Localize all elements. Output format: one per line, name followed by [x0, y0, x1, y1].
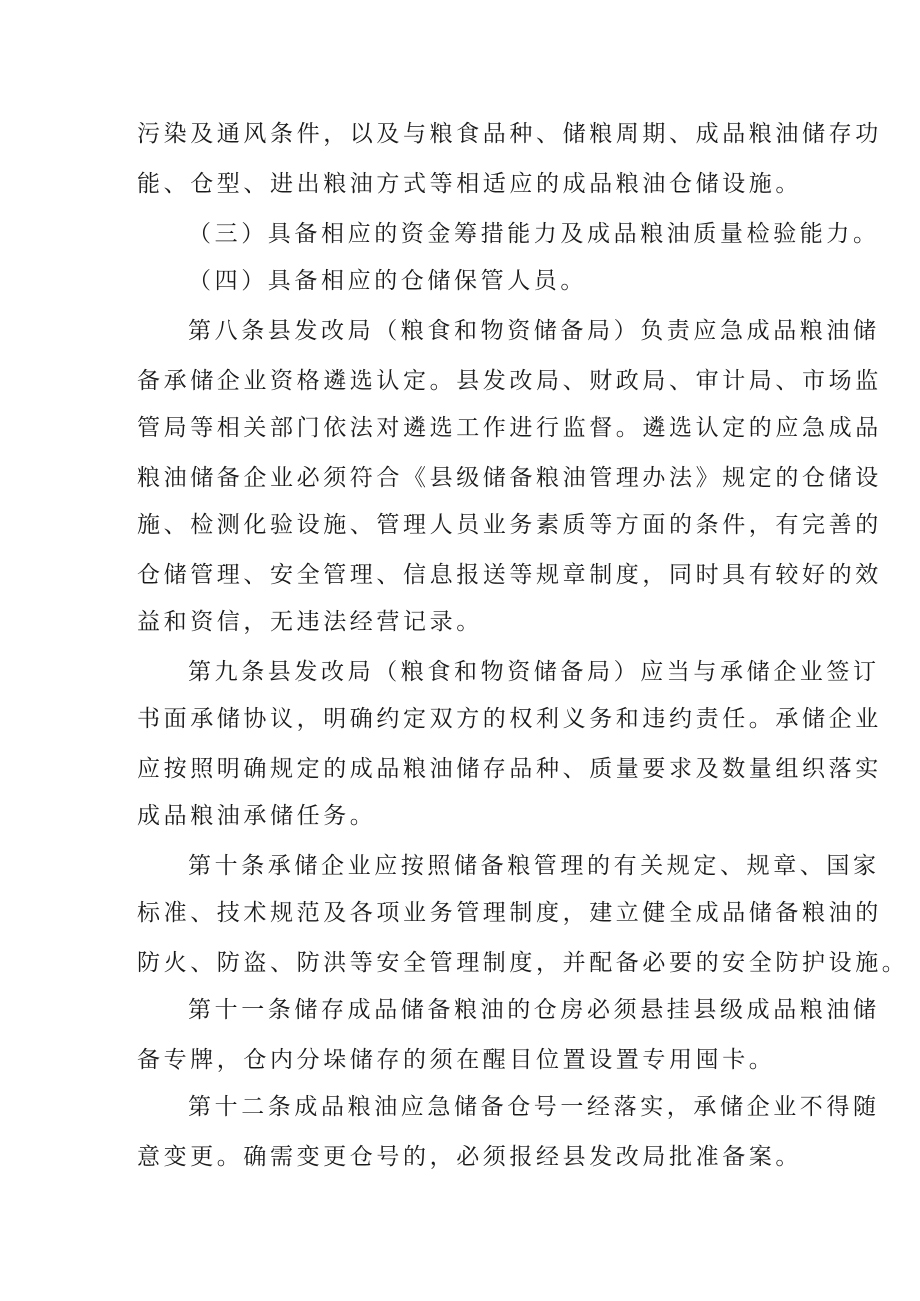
text-line: 仓储管理、安全管理、信息报送等规章制度，同时具有较好的效 [137, 562, 882, 588]
text-line: 益和资信，无违法经营记录。 [137, 609, 483, 635]
text-line: 施、检测化验设施、管理人员业务素质等方面的条件，有完善的 [137, 512, 882, 538]
text-line: 防火、防盗、防洪等安全管理制度，并配备必要的安全防护设施。 [137, 950, 909, 976]
text-line: 成品粮油承储任务。 [137, 803, 377, 829]
text-line: 第十条承储企业应按照储备粮管理的有关规定、规章、国家 [188, 853, 880, 879]
text-line: 粮油储备企业必须符合《县级储备粮油管理办法》规定的仓储设 [137, 465, 882, 491]
text-line: 应按照明确规定的成品粮油储存品种、质量要求及数量组织落实 [137, 756, 882, 782]
text-line: 备承储企业资格遴选认定。县发改局、财政局、审计局、市场监 [137, 368, 882, 394]
text-line: 污染及通风条件，以及与粮食品种、储粮周期、成品粮油储存功 [137, 121, 882, 147]
text-line: 第十一条储存成品储备粮油的仓房必须悬挂县级成品粮油储 [188, 997, 880, 1023]
text-line: 备专牌，仓内分垛储存的须在醒目位置设置专用囤卡。 [137, 1047, 776, 1073]
text-line: 第八条县发改局（粮食和物资储备局）负责应急成品粮油储 [188, 318, 880, 344]
text-line: 意变更。确需变更仓号的，必须报经县发改局批准备案。 [137, 1144, 802, 1170]
text-line: 标准、技术规范及各项业务管理制度，建立健全成品储备粮油的 [137, 900, 882, 926]
text-line: （三）具备相应的资金筹措能力及成品粮油质量检验能力。 [188, 221, 880, 247]
text-line: 第九条县发改局（粮食和物资储备局）应当与承储企业签订 [188, 659, 880, 685]
text-line: 书面承储协议，明确约定双方的权利义务和违约责任。承储企业 [137, 706, 882, 732]
text-line: 管局等相关部门依法对遴选工作进行监督。遴选认定的应急成品 [137, 415, 882, 441]
text-line: 能、仓型、进出粮油方式等相适应的成品粮油仓储设施。 [137, 171, 802, 197]
text-line: （四）具备相应的仓储保管人员。 [188, 268, 587, 294]
text-line: 第十二条成品粮油应急储备仓号一经落实，承储企业不得随 [188, 1094, 880, 1120]
